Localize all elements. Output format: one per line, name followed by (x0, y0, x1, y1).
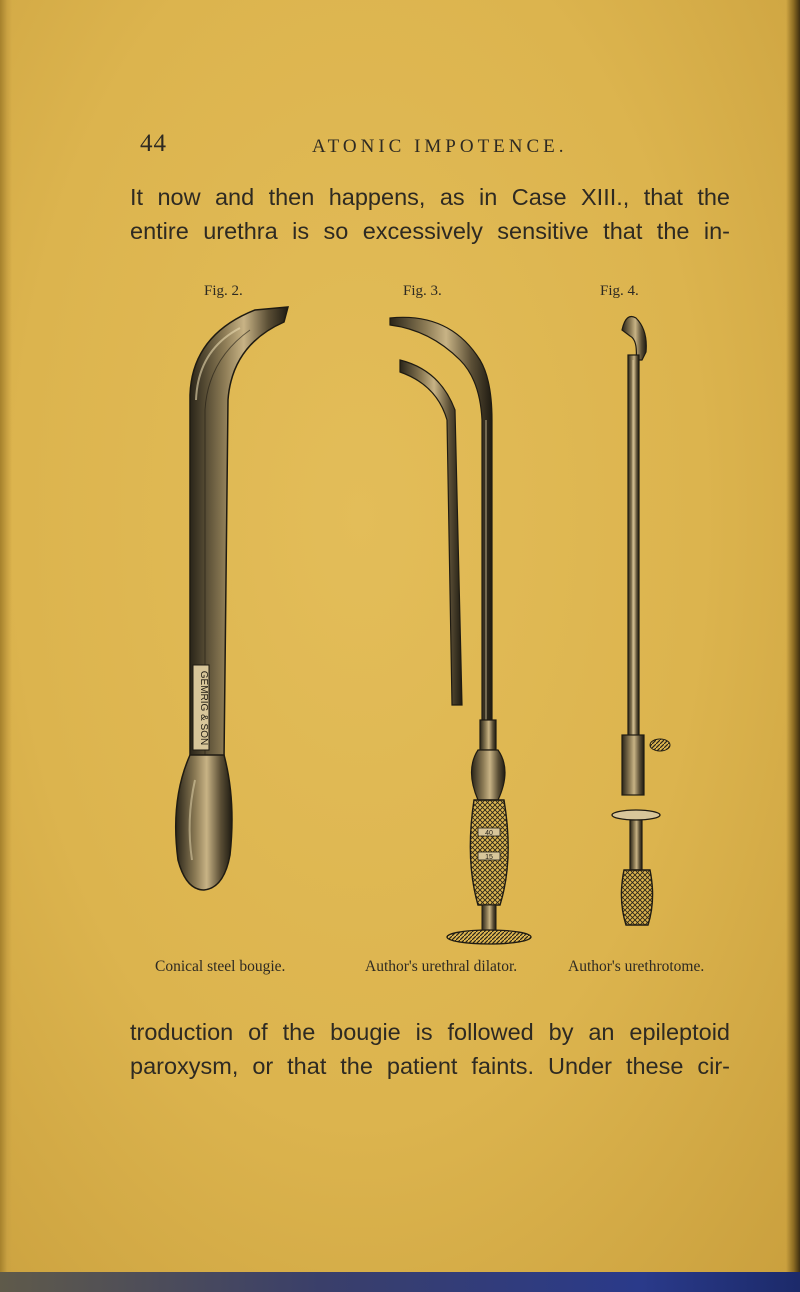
running-head: ATONIC IMPOTENCE. (312, 136, 568, 157)
fig-2-label: Fig. 2. (204, 283, 243, 299)
text-line: paroxysm, or that the patient faints. Under these cir- (130, 1053, 730, 1079)
conical-steel-bougie-figure (176, 307, 288, 890)
fig-3-label: Fig. 3. (403, 283, 442, 299)
maker-mark: GEMRIG & SON (198, 670, 209, 746)
page-number: 44 (140, 130, 167, 157)
scale-mark-upper: 40 (485, 830, 493, 837)
text-line: entire urethra is so excessively sensitive that the in- (130, 218, 730, 244)
paragraph-bottom (130, 1015, 730, 1083)
scale-mark-lower: 15 (485, 854, 493, 861)
fig-3-caption: Author's urethral dilator. (365, 958, 518, 975)
text-line: troduction of the bougie is followed by an epileptoid (130, 1019, 730, 1045)
binding-edge (0, 1272, 800, 1292)
urethrotome-figure (612, 317, 670, 926)
urethral-dilator-figure (390, 317, 531, 944)
fig-4-caption: Author's urethrotome. (568, 958, 705, 975)
fig-4-label: Fig. 4. (600, 283, 639, 299)
text-line: It now and then happens, as in Case XIII., that the (130, 184, 730, 210)
fig-2-caption: Conical steel bougie. (155, 958, 286, 975)
